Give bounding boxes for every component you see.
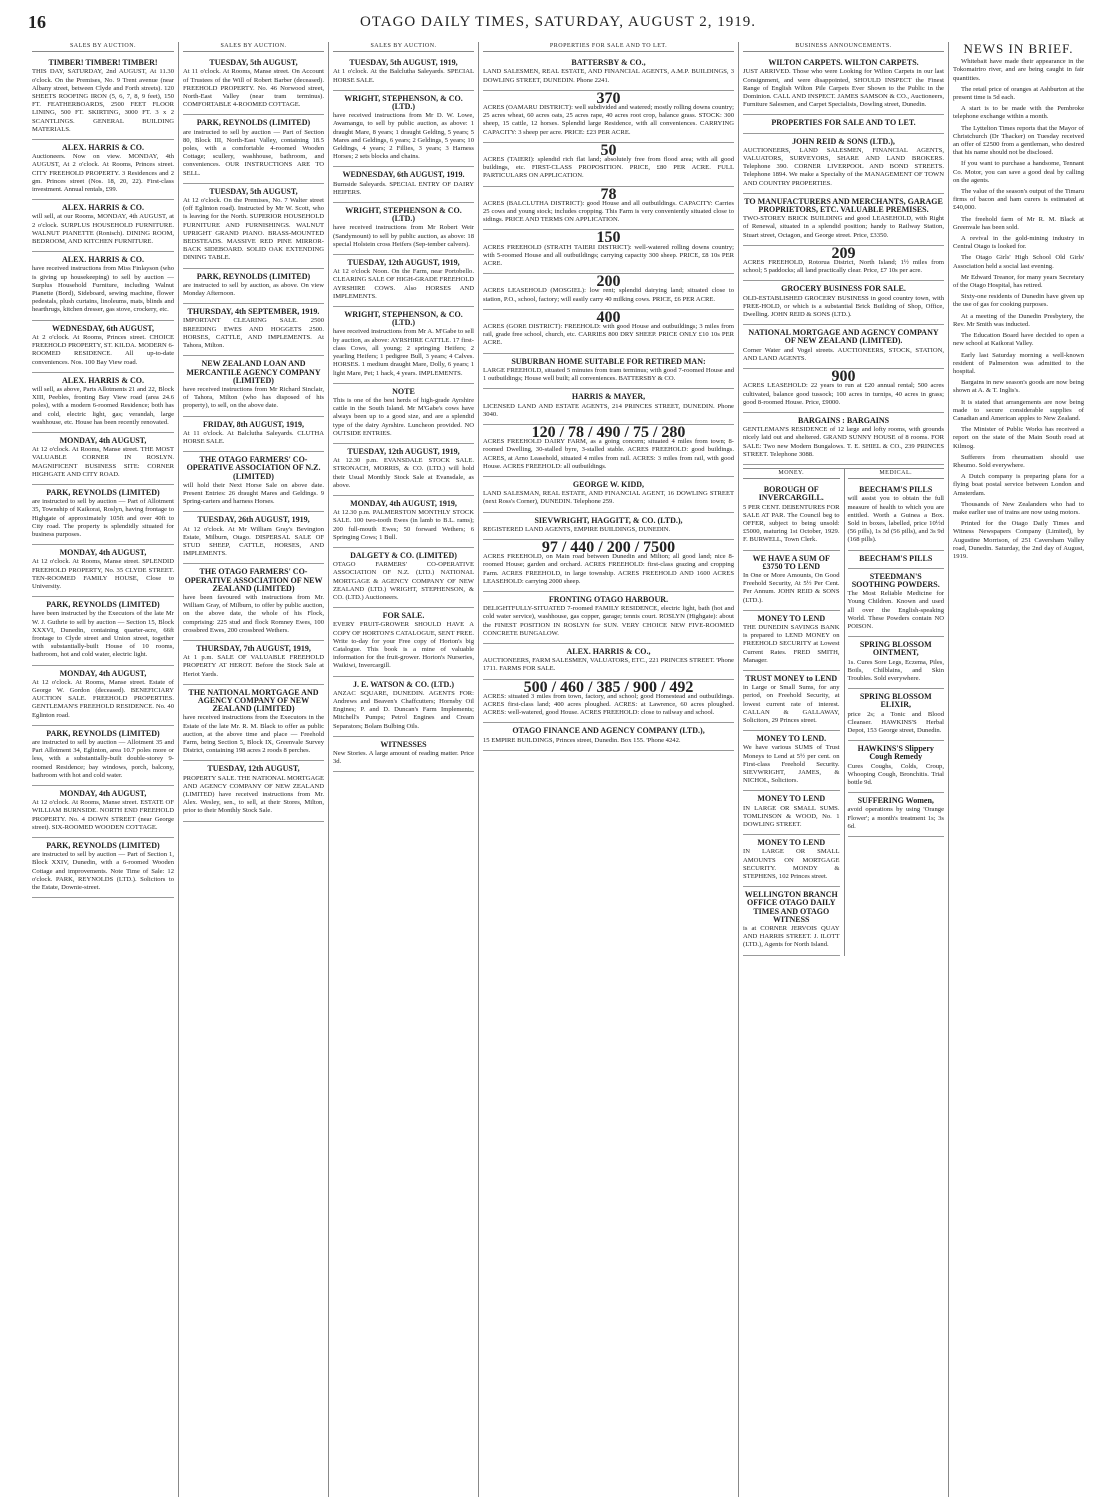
ad-body: IN LARGE OR SMALL SUMS. TOMLINSON & WOOD, No. 1 DOWLING STREET. bbox=[743, 804, 840, 829]
column-business bbox=[738, 42, 948, 1497]
ad-body: 1s. Cures Sore Legs, Eczema, Piles, Boils, Chilblains, and Skin Troubles. Sold everywhere. bbox=[847, 658, 944, 682]
advertisement bbox=[743, 115, 944, 133]
ad-body: will hold their Next Horse Sale on above date. Present Entries: 26 draught Mares and Geldings. 9 Spring-carters and harness Horses. bbox=[183, 481, 324, 506]
ad-headline: FOR SALE. bbox=[382, 611, 425, 621]
ad-body: REGISTERED LAND AGENTS, EMPIRE BUILDINGS, DUNEDIN. bbox=[483, 525, 671, 533]
ad-headline: ALEX. HARRIS & CO. bbox=[61, 375, 144, 385]
ad-headline: SPRING BLOSSOM OINTMENT, bbox=[859, 640, 932, 658]
ad-body: ACRES LEASEHOLD: 22 years to run at £20 annual rental; 500 acres cultivated, balance good tussock; 100 acres in turnips, 40 acres in grass; good 8-roomed House. Price, £9000. bbox=[743, 382, 944, 406]
advertisement bbox=[32, 666, 174, 726]
ad-headline: 209 bbox=[831, 244, 856, 262]
ad-headline: 200 bbox=[596, 273, 621, 291]
ad-body: At 1 o'clock. At the Balclutha Saleyards. SPECIAL HORSE SALE. bbox=[333, 68, 474, 84]
advertisement bbox=[848, 793, 945, 837]
ad-body: ACRES FREEHOLD, Rotorua District, North Island; 1½ miles from school; 5 paddocks; all land practically clear. Price, £7 10s per acre. bbox=[743, 259, 944, 275]
advertisement bbox=[32, 321, 174, 373]
ad-headline: PARK, REYNOLDS (LIMITED) bbox=[46, 841, 160, 851]
advertisement bbox=[743, 887, 840, 955]
ad-body: ACRES: situated 3 miles from town, factory, and school; good Homestead and outbuildings. ACRES first-class land; 400 acres ploughed. ACRES: at Lawrence, 60 acres ploughed. ACRES: well-watered, good House. ACRES FREEHOLD: close to railway and school. bbox=[483, 692, 734, 717]
ad-headline: 97 / 440 / 200 / 7500 bbox=[541, 538, 676, 556]
news-paragraph: Thousands of New Zealanders who had to make earlier use of trains are now using motors. bbox=[953, 500, 1084, 516]
advertisement bbox=[183, 452, 324, 512]
ad-headline: 78 bbox=[600, 185, 617, 203]
advertisement bbox=[743, 791, 840, 835]
advertisement bbox=[483, 310, 734, 354]
page-title: OTAGO DAILY TIMES, SATURDAY, AUGUST 2, 1919. bbox=[359, 14, 757, 30]
advertisement bbox=[483, 425, 734, 477]
advertisement bbox=[743, 55, 944, 115]
ad-body: is at CORNER JERVOIS QUAY AND HARRIS STREET. J. ILOTT (LTD.), Agents for North Island. bbox=[743, 925, 840, 949]
ad-headline: MONEY TO LEND bbox=[757, 794, 826, 804]
advertisement bbox=[483, 540, 734, 592]
advertisement bbox=[333, 55, 474, 91]
ad-body: ACRES (TAIERI): splendid rich flat land; absolutely free from flood area; with all good buildings, etc. FIRST-CLASS PROPOSITION. PRICE, £80 PER ACRE. FULL PARTICULARS ON APPLICATION. bbox=[483, 156, 734, 180]
advertisement bbox=[848, 689, 945, 741]
ad-headline: BEECHAM'S PILLS bbox=[859, 485, 933, 495]
ad-body: THE DUNEDIN SAVINGS BANK is prepared to LEND MONEY on FREEHOLD SECURITY at Lowest Current Rates. FRED SMITH, Manager. bbox=[743, 623, 840, 664]
ad-headline: PARK, REYNOLDS (LIMITED) bbox=[196, 118, 311, 128]
ad-body: have been instructed by the Executors of the late Mr W. J. Guthrie to sell by auction — Section 15, Block XXXVI, Dunedin, containing quarter-acre, 66ft frontage to Clyde street and Union street, together with substantially-built House of 10 rooms, bathroom, hot and cold water, electric light. bbox=[32, 610, 174, 659]
ad-headline: WRIGHT, STEPHENSON, & CO. (LTD.) bbox=[344, 93, 463, 112]
ad-body: have received instructions from Mr A. M'Gabe to sell by auction, as above: AYRSHIRE CATTLE. 17 first-class Cows, all young; 2 springing Heifers; 2 yearling Heifers; 1 pedigree Bull, 3 years; 4 Calves. HORSES. 1 medium draught Mare, Dolly, 6 years; 1 light Mare, Pet; 1 hack, 4 years. IMPLEMENTS. bbox=[333, 328, 474, 377]
ad-body: This is one of the best herds of high-grade Ayrshire cattle in the South Island. Mr M'Gabe's cows have always been up to a good size, and are a splendid type of the dairy Ayrshire. Luncheon provided. NO OUTSIDE ENTRIES. bbox=[333, 396, 474, 437]
news-paragraph: It is stated that arrangements are now being made to secure considerable supplies of Canadian and American apples to New Zealand. bbox=[953, 398, 1084, 422]
ad-body: THIS DAY, SATURDAY, 2nd AUGUST, At 11.30 o'clock. On the Premises, No. 9 Trent avenue (near Albany street, between Clyde and Forth streets). 120 SHEETS ROOFING IRON (5, 6, 7, 8, 9 feet), 150 FT. FEATHERBOARDS, 2500 FEET FLOOR LINING, 500 FT. SKIRTING, 3000 FT. 3 x 2 SCANTLINGS. GENERAL BUILDING MATERIALS. bbox=[32, 68, 174, 133]
advertisement bbox=[483, 143, 734, 187]
ad-headline: WEDNESDAY, 6th AUGUST, bbox=[52, 323, 154, 333]
ad-headline: TRUST MONEY to LEND bbox=[745, 673, 838, 683]
ad-headline: WRIGHT, STEPHENSON & CO. (LTD.) bbox=[345, 206, 462, 224]
advertisement bbox=[32, 373, 174, 433]
ad-headline: TIMBER! TIMBER! TIMBER! bbox=[48, 58, 158, 68]
ad-body: have received instructions from Mr D. W. Lowe, Awamangu, to sell by public auction, as above: 1 draught Mare, 8 years; 1 draught Gelding, 5 years; 5 Mares and Geldings, 6 years; 2 Geldings, 5 years; 10 Geldings, 4 years; 2 Fillies, 3 years; 3 Harness Horses; 2 sets blocks and chains. bbox=[333, 112, 474, 161]
news-heading: NEWS IN BRIEF. bbox=[963, 42, 1074, 56]
advertisement bbox=[333, 384, 474, 444]
ad-body: have received instructions from the Executors in the Estate of the late Mr. R. M. Black to offer as public auction, at the above time and place — Freehold Farm, being Section 5, Block IX, Greenvale Survey District, containing 198 acres 2 roods 8 perches. bbox=[183, 714, 324, 755]
advertisement bbox=[333, 444, 474, 496]
advertisement bbox=[743, 194, 944, 246]
ad-body: ACRES FREEHOLD, on Main road between Dunedin and Milton; all good land; nice 8-roomed House; garden and orchard. ACRES FREEHOLD: first-class grazing and cropping Farm. ACRES FREEHOLD, in large township. ACRES FREEHOLD AND 1600 ACRES LEASEHOLD: carrying 2000 sheep. bbox=[483, 553, 734, 585]
ad-body: AUCTIONEERS, FARM SALESMEN, VALUATORS, ETC., 221 PRINCES STREET. 'Phone 1711. FARMS FOR SALE. bbox=[483, 657, 734, 673]
ad-body: ACRES (GORE DISTRICT): FREEHOLD: with good House and outbuildings; 3 miles from rail, grade free school, church, etc. CARRIES 800 DRY SHEEP. PRICE ONLY £10 10s PER ACRE. bbox=[483, 323, 734, 347]
ad-body: The Most Reliable Medicine for Young Children. Known and used all over the English-speaking World. These Powders contain NO POISON. bbox=[847, 590, 944, 630]
advertisement bbox=[32, 433, 174, 485]
ad-headline: DALGETY & CO. (LIMITED) bbox=[350, 550, 457, 560]
ad-headline: FRIDAY, 8th AUGUST, 1919, bbox=[202, 419, 305, 429]
advertisement bbox=[183, 115, 324, 183]
ad-headline: 900 bbox=[831, 368, 856, 386]
advertisement bbox=[848, 637, 945, 689]
ad-headline: THE OTAGO FARMERS' CO-OPERATIVE ASSOCIATION OF NEW ZEALAND (LIMITED) bbox=[184, 567, 323, 593]
advertisement bbox=[483, 187, 734, 231]
ad-headline: TUESDAY, 5th AUGUST, 1919, bbox=[349, 58, 458, 68]
ad-body: At 12 o'clock. At Mr William Gray's Bevington Estate, Milburn, Otago. DISPERSAL SALE OF STUD SHEEP, CATTLE, HORSES, AND IMPLEMENTS. bbox=[183, 525, 324, 558]
ad-headline: PARK, REYNOLDS (LIMITED) bbox=[46, 487, 160, 497]
ad-body: IN LARGE OR SMALL AMOUNTS ON MORTGAGE SECURITY. MONDY & STEPHENS, 102 Princes street. bbox=[743, 848, 840, 881]
column-heading: PROPERTIES FOR SALE AND TO LET. bbox=[483, 42, 734, 52]
ad-body: At 12.30 p.m. EVANSDALE STOCK SALE. STRONACH, MORRIS, & CO. (LTD.) will hold their Usual Monthly Stock Sale at Evansdale, as above. bbox=[333, 457, 474, 489]
news-paragraph: The value of the season's output of the Timaru firms of bacon and ham curers is estimated at £40,000. bbox=[953, 188, 1084, 212]
ad-headline: WITNESSES bbox=[380, 739, 427, 749]
ad-headline: ALEX. HARRIS & CO. bbox=[61, 255, 144, 265]
column-heading: SALES BY AUCTION. bbox=[333, 42, 474, 52]
news-paragraph: A start is to be made with the Pembroke telephone exchange within a month. bbox=[953, 105, 1084, 121]
column-auctions-3 bbox=[328, 42, 478, 1497]
ad-headline: TUESDAY, 5th AUGUST, bbox=[209, 58, 298, 68]
ad-body: At 12 o'clock. At Rooms, Manse street. SPLENDID FREEHOLD PROPERTY, No. 35 CLYDE STREET. TEN-ROOMED FAMILY HOUSE, Close to University. bbox=[32, 558, 174, 590]
advertisement bbox=[483, 592, 734, 644]
money-heading: MONEY. bbox=[743, 469, 840, 479]
advertisement bbox=[333, 255, 474, 307]
advertisement bbox=[32, 545, 174, 597]
columns bbox=[28, 42, 1088, 1497]
ad-headline: MONDAY, 4th AUGUST, bbox=[59, 668, 147, 678]
advertisement bbox=[32, 726, 174, 786]
advertisement bbox=[483, 477, 734, 513]
ad-body: GENTLEMAN'S RESIDENCE of 12 large and lofty rooms, with grounds nicely laid out and sheltered. GRAND SUNNY HOUSE of 8 rooms. FOR SALE: Two new Modern Bungalows. T. E. SHIEL & CO., 239 PRINCES STREET. Telephone 3088. bbox=[743, 426, 944, 458]
ad-headline: ALEX. HARRIS & CO. bbox=[61, 203, 144, 213]
ad-headline: THURSDAY, 7th AUGUST, 1919, bbox=[196, 643, 311, 653]
ad-body: Burnside Saleyards. SPECIAL ENTRY OF DAIRY HEIFERS. bbox=[333, 180, 474, 196]
news-paragraph: The Minister of Public Works has received a report on the state of the Main South road at Kilmog. bbox=[953, 426, 1084, 450]
ad-headline: PROPERTIES FOR SALE AND TO LET. bbox=[771, 118, 916, 128]
advertisement bbox=[32, 786, 174, 838]
advertisement bbox=[32, 55, 174, 140]
advertisement bbox=[483, 644, 734, 680]
advertisement bbox=[333, 167, 474, 203]
business-section bbox=[743, 42, 944, 465]
ad-body: have been favoured with instructions from Mr. William Gray, of Milburn, to offer by public auction, on the above date, the whole of his Flock, comprising: 225 stud and flock Romney Ewes, 100 crossbred Ewes, 200 crossbred Wethers. bbox=[183, 593, 324, 634]
ad-headline: MONEY TO LEND bbox=[757, 838, 826, 848]
ad-headline: WE HAVE A SUM OF £3750 TO LEND bbox=[752, 553, 830, 571]
advertisement bbox=[333, 677, 474, 737]
ad-body: IMPORTANT CLEARING SALE. 2500 BREEDING EWES AND HOGGETS 2500. HORSES, CATTLE, AND IMPLEMENTS. At Tahora, Milton. bbox=[183, 317, 324, 350]
ad-body: OLD-ESTABLISHED GROCERY BUSINESS in good country town, with FREE-HOLD, or which is a substantial Brick Building of Shop, Office, Dwelling. JOHN REID & SONS (LTD.). bbox=[743, 294, 944, 319]
advertisement bbox=[848, 551, 945, 569]
advertisement bbox=[183, 356, 324, 416]
ad-headline: MONEY TO LEND bbox=[757, 613, 826, 623]
ad-headline: FRONTING OTAGO HARBOUR. bbox=[548, 594, 669, 604]
ad-headline: J. E. WATSON & CO. (LTD.) bbox=[353, 679, 454, 689]
advertisement bbox=[333, 307, 474, 384]
ad-headline: MONDAY, 4th AUGUST, bbox=[59, 789, 147, 799]
ad-body: At 12 o'clock. At Rooms, Manse street. THE MOST VALUABLE CORNER IN ROSLYN. MAGNIFICENT BUSINESS SITE: CORNER HIGHGATE AND CITY ROAD. bbox=[32, 446, 174, 478]
ad-headline: MONDAY, 4th AUGUST, bbox=[59, 548, 147, 558]
ad-headline: THE NATIONAL MORTGAGE AND AGENCY COMPANY OF NEW ZEALAND (LIMITED) bbox=[188, 687, 319, 714]
advertisement bbox=[333, 496, 474, 548]
advertisement bbox=[743, 482, 840, 550]
advertisement bbox=[743, 671, 840, 731]
news-paragraph: The Education Board have decided to open a new school at Kaikorai Valley. bbox=[953, 332, 1084, 348]
column-auctions-1 bbox=[28, 42, 178, 1497]
ad-body: Auctioneers. Now on view. MONDAY, 4th AUGUST, At 2 o'clock. At Rooms, Princes street. CITY FREEHOLD PROPERTY. 3 Residences and 2 gm. Princes street (Nos. 18, 20, 22). First-class investment. Annual rentals, £99. bbox=[32, 153, 174, 194]
ad-body: DELIGHTFULLY-SITUATED 7-roomed FAMILY RESIDENCE, electric light, bath (hot and cold water service), washhouse, gas copper, garage; tennis court. ROSLYN (Highgate): about the FINEST POSITION IN ROSLYN for SUN. VERY CHOICE NEW FIVE-ROOMED CONCRETE BUNGALOW. bbox=[483, 605, 734, 637]
ad-headline: TUESDAY, 12th AUGUST, 1919, bbox=[347, 258, 460, 268]
ad-body: LARGE FREEHOLD, situated 5 minutes from tram terminus; with good 7-roomed House and 1 outbuildings; House well built; all conveniences. BATTERSBY & CO. bbox=[483, 366, 734, 383]
ad-headline: GROCERY BUSINESS FOR SALE. bbox=[781, 284, 906, 294]
news-paragraph: A Dutch company is preparing plans for a flying boat postal service between London and Amsterdam. bbox=[953, 473, 1084, 497]
advertisement bbox=[183, 184, 324, 269]
column-heading: BUSINESS ANNOUNCEMENTS. bbox=[743, 42, 944, 52]
ad-headline: OTAGO FINANCE AND AGENCY COMPANY (LTD.), bbox=[512, 726, 705, 736]
ad-body: will sell, at our Rooms, MONDAY, 4th AUGUST, at 2 o'clock. SURPLUS HOUSEHOLD FURNITURE. WALNUT PIANETTE (Ronisch). DINING ROOM, BEDROOM, AND KITCHEN FURNITURE. bbox=[32, 213, 174, 246]
ad-headline: WELLINGTON BRANCH OFFICE OTAGO DAILY TIMES AND OTAGO WITNESS bbox=[744, 890, 838, 924]
ad-body: are instructed to sell by auction — Part of Allotment 35, Township of Kaikorai, Roslyn, having frontage to Highgate of approximately 105ft and over 40ft to City road. The property is splendidly situated for business purposes. bbox=[32, 498, 174, 538]
advertisement bbox=[743, 413, 944, 465]
ad-headline: THURSDAY, 4th SEPTEMBER, 1919. bbox=[187, 307, 320, 317]
ad-body: are instructed to sell by auction, as above. On view Monday Afternoon. bbox=[183, 281, 324, 298]
money-medical-split bbox=[743, 468, 944, 956]
ad-headline: NEW ZEALAND LOAN AND MERCANTILE AGENCY COMPANY (LIMITED) bbox=[186, 359, 321, 385]
ad-body: in Large or Small Sums, for any period, on Freehold Security, at lowest current rate of interest. CALLAN & GALLAWAY, Solicitors, 29 Princes street. bbox=[743, 684, 840, 724]
ad-headline: ALEX. HARRIS & CO., bbox=[566, 646, 651, 656]
advertisement bbox=[743, 325, 944, 369]
advertisement bbox=[32, 140, 174, 200]
ad-headline: HARRIS & MAYER, bbox=[571, 392, 646, 402]
ad-body: AUCTIONEERS, LAND SALESMEN, FINANCIAL AGENTS, VALUATORS, SURVEYORS, SHARE AND LAND BROKERS. Telephone 390. CORNER LIVERPOOL AND BOND STREETS. Telephone 1894. We make a Specialty of the MANAGEMENT OF TOWN AND COUNTRY PROPERTIES. bbox=[743, 146, 944, 187]
ad-body: avoid operations by using 'Orange Flower'; a month's treatment 1s; 3s 6d. bbox=[847, 806, 944, 830]
advertisement bbox=[483, 389, 734, 425]
ad-body: At 2 o'clock. At Rooms, Princes street. CHOICE FREEHOLD PROPERTY, ST. KILDA. MODERN 6-ROOMED RESIDENCE. All up-to-date conveniences. Nos. 100 Bay View road. bbox=[32, 333, 174, 366]
news-paragraph: A revival in the gold-mining industry in Central Otago is looked for. bbox=[953, 235, 1084, 251]
ad-body: ACRES (BALCLUTHA DISTRICT): good House and all outbuildings. CAPACITY: Carries 25 cows and young stock; includes cropping. This Farm is very conveniently situated close to sidings. PRICE AND TERMS ON APPLICATION. bbox=[483, 199, 734, 224]
ad-headline: GEORGE W. KIDD, bbox=[572, 479, 645, 489]
ad-headline: BOROUGH OF INVERCARGILL. bbox=[758, 485, 824, 503]
news-paragraph: The Otago Girls' High School Old Girls' Association held a social last evening. bbox=[953, 254, 1084, 270]
ad-headline: SPRING BLOSSOM ELIXIR, bbox=[859, 692, 932, 710]
news-paragraph: The Lyttelton Times reports that the Mayor of Christchurch (Dr Thacker) on Tuesday received an offer of £2500 from a gentleman, who desired that his name should not be disclosed. bbox=[953, 124, 1084, 157]
ad-body: have received instructions from Miss Finlayson (who is giving up housekeeping) to sell by auction — Surplus Household Furniture, including Walnut Pianette (Bord), Sideboard, sewing machine, flower pedestals, plush curtains, linoleums, mats, blinds and hearthrugs, kitchen dresser, gas stove, crockery, etc. bbox=[32, 265, 174, 314]
ad-body: OTAGO FARMERS' CO-OPERATIVE ASSOCIATION OF N.Z. (LTD.) NATIONAL MORTGAGE & AGENCY COMPANY OF NEW ZEALAND (LTD.) WRIGHT, STEPHENSON, & CO. (LTD.) Auctioneers. bbox=[333, 561, 474, 601]
ad-body: price 2s; a Tonic and Blood Cleanser. HAWKINS'S Herbal Depot, 153 George street, Dunedin. bbox=[847, 710, 944, 734]
ad-body: PROPERTY SALE. THE NATIONAL MORTGAGE AND AGENCY COMPANY OF NEW ZEALAND (LIMITED) have received instructions from Mr. Alex. Wesley, sen., to sell, at their Stores, Milton, prior to their Monthly Stock Sale. bbox=[183, 774, 324, 815]
ad-body: At 1 p.m. SALE OF VALUABLE FREEHOLD PROPERTY AT HEROT. Before the Stock Sale at Heriot Yards. bbox=[183, 654, 324, 678]
ad-body: We have various SUMS of Trust Moneys to Lend at 5½ per cent. on First-class Freehold Security. SIEVWRIGHT, JAMES, & NICHOL, Solicitors. bbox=[743, 744, 840, 785]
newspaper-page bbox=[28, 10, 1088, 1500]
ad-body: LAND SALESMAN, REAL ESTATE, AND FINANCIAL AGENT, 16 DOWLING STREET (next Ross's Corner), DUNEDIN. Telephone 259. bbox=[483, 490, 734, 506]
advertisement bbox=[333, 608, 474, 676]
ad-headline: TO MANUFACTURERS AND MERCHANTS, GARAGE PROPRIETORS, ETC. VALUABLE PREMISES. bbox=[744, 196, 943, 215]
ad-body: 15 EMPIRE BUILDINGS, Princes street, Dunedin. Box 155. 'Phone 4242. bbox=[483, 736, 681, 744]
advertisement bbox=[743, 281, 944, 325]
advertisement bbox=[483, 274, 734, 310]
advertisement bbox=[743, 731, 840, 791]
ad-headline: BARGAINS : BARGAINS bbox=[797, 415, 890, 425]
advertisement bbox=[32, 485, 174, 545]
advertisement bbox=[333, 91, 474, 168]
ad-headline: MONDAY, 4th AUGUST, 1919, bbox=[350, 498, 457, 508]
advertisement bbox=[183, 304, 324, 356]
ad-body: will sell, as above, Parts Allotments 21 and 22, Block XIII, Peebles, fronting Bay View road (area 24.6 poles), with a modern 6-roomed Residence; both has and cold, electric light, gas; verandah, large washhouse, etc. House has been recently renovated. bbox=[32, 385, 174, 426]
ad-headline: WILTON CARPETS. WILTON CARPETS. bbox=[768, 58, 919, 68]
ad-headline: 500 / 460 / 385 / 900 / 492 bbox=[523, 678, 694, 696]
news-paragraph: Sufferers from rheumatism should use Rheumo. Sold everywhere. bbox=[953, 453, 1084, 469]
ad-body: ACRES FREEHOLD (STRATH TAIERI DISTRICT): well-watered rolling downs country; with 5-roomed House and all outbuildings; carrying capacity 300 sheep. PRICE, £8 10s PER ACRE. bbox=[483, 243, 734, 268]
ad-headline: THE OTAGO FARMERS' CO-OPERATIVE ASSOCIATION OF N.Z. (LIMITED) bbox=[186, 455, 321, 481]
ad-headline: JOHN REID & SONS (LTD.), bbox=[792, 136, 895, 146]
ad-headline: 120 / 78 / 490 / 75 / 280 bbox=[531, 423, 686, 441]
medical-heading: MEDICAL. bbox=[848, 469, 945, 479]
ad-headline: HAWKINS'S Slippery Cough Remedy bbox=[857, 744, 934, 762]
ad-body: 5 PER CENT. DEBENTURES FOR SALE AT PAR. The Council beg to OFFER, subject to being unsold: £5000, maturing 1st October, 1929. F. BURWELL, Town Clerk. bbox=[743, 503, 840, 544]
ad-headline: SIEVWRIGHT, HAGGITT, & CO. (LTD.), bbox=[534, 515, 683, 525]
advertisement bbox=[483, 723, 734, 750]
advertisement bbox=[483, 513, 734, 540]
ad-headline: TUESDAY, 26th AUGUST, 1919, bbox=[197, 515, 310, 525]
advertisement bbox=[183, 512, 324, 564]
advertisement bbox=[183, 269, 324, 305]
news-paragraph: Sixty-one residents of Dunedin have given up the use of gas for cooking purposes. bbox=[953, 293, 1084, 309]
ad-body: At 12 o'clock Noon. On the Farm, near Portobello. CLEARING SALE OF HIGH-GRADE FREEHOLD AYRSHIRE COWS. Also HORSES AND IMPLEMENTS. bbox=[333, 268, 474, 300]
ad-body: are instructed to sell by auction — Part of Section 1, Block XXIV, Dunedin, with a 6-roomed Wooden Cottage and improvements. Note Time of Sale: 12 o'clock. PARK, REYNOLDS (LTD.). Solicitors to the Estate, Downie-street. bbox=[32, 851, 174, 892]
advertisement bbox=[743, 551, 840, 611]
ad-headline: 50 bbox=[600, 141, 617, 159]
advertisement bbox=[483, 680, 734, 724]
ad-headline: TUESDAY, 12th AUGUST, 1919, bbox=[347, 446, 460, 456]
advertisement bbox=[848, 569, 945, 637]
ad-body: are instructed to sell by auction — Part of Section 80, Block III, North-East Valley, containing 18.5 poles, with a comfortable 4-roomed Wooden Cottage; scullery, washhouse, bathroom, and conveniences. OUR INSTRUCTIONS ARE TO SELL. bbox=[183, 128, 324, 177]
masthead bbox=[28, 10, 1088, 40]
column-properties bbox=[478, 42, 738, 1497]
advertisement bbox=[183, 685, 324, 762]
ad-body: ACRES FREEHOLD DAIRY FARM, as a going concern; situated 4 miles from town; 8-roomed Dwelling, 30-stalled byre, 3-stalled stable. ACRES FREEHOLD: good buildings. ACRES, at Arno Leasehold, situated 4 miles from rail. ACRES: 3 miles from rail, with good House. ACRES FREEHOLD: all outbuildings. bbox=[483, 438, 734, 470]
advertisement bbox=[743, 369, 944, 413]
ad-headline: SUBURBAN HOME SUITABLE FOR RETIRED MAN: bbox=[511, 356, 706, 366]
advertisement bbox=[183, 564, 324, 641]
ad-headline: STEEDMAN'S SOOTHING POWDERS. bbox=[851, 571, 940, 589]
news-paragraph: Bargains in new season's goods are now being shown at A. & T. Inglis's. bbox=[953, 379, 1084, 395]
advertisement bbox=[32, 597, 174, 665]
ad-headline: NOTE bbox=[392, 386, 415, 396]
advertisement bbox=[483, 55, 734, 91]
advertisement bbox=[333, 548, 474, 608]
ad-body: At 12.30 p.m. PALMERSTON MONTHLY STOCK SALE. 100 two-tooth Ewes (in lamb to B.L. rams); 200 full-mouth Ewes; 50 forward Wethers; 6 Springing Cows; 1 Bull. bbox=[333, 509, 474, 541]
advertisement bbox=[333, 203, 474, 255]
column-news-in-brief bbox=[948, 42, 1088, 1497]
ad-headline: SUFFERING Women, bbox=[857, 796, 934, 806]
ad-body: have received instructions from Mr Richard Sinclair, of Tahora, Milton (who has disposed of his property), to sell, on the above date. bbox=[183, 385, 324, 410]
ad-body: JUST ARRIVED. Those who were Looking for Wilton Carpets in our last Consignment, and were disappointed, SHOULD INSPECT the Finest Range of English Wilton Pile Carpets Ever Shown to the Public in the Dominion. CALL AND INSPECT. JAMES SAMSON & CO., Auctioneers, Furniture Salesmen, and Carpet Specialists, Dowling street, Dunedin. bbox=[743, 68, 944, 109]
advertisement bbox=[483, 230, 734, 274]
advertisement bbox=[32, 252, 174, 320]
news-paragraph: The freehold farm of Mr R. M. Black at Greenvale has been sold. bbox=[953, 215, 1084, 231]
advertisement bbox=[743, 611, 840, 671]
advertisement bbox=[483, 354, 734, 390]
ad-headline: 370 bbox=[596, 89, 621, 107]
news-body bbox=[953, 58, 1084, 561]
advertisement bbox=[32, 200, 174, 252]
ad-body: In One or More Amounts, On Good Freehold Security, At 5½ Per Cent. Per Annum. JOHN REID & SONS (LTD.). bbox=[743, 571, 840, 604]
ad-body: LICENSED LAND AND ESTATE AGENTS, 214 PRINCES STREET, DUNEDIN. Phone 3040. bbox=[483, 402, 734, 418]
ad-headline: 150 bbox=[596, 229, 621, 247]
ad-headline: PARK, REYNOLDS (LIMITED) bbox=[46, 600, 160, 610]
ad-body: ANZAC SQUARE, DUNEDIN. AGENTS FOR: Andrews and Beaven's Chaffcutters; Hornsby Oil Engines; P. and D. Duncan's Farm Implements; Mitchell's Pumps; Petrol Engines and Cream Separators; Bolam Bulbing Oils. bbox=[333, 689, 474, 730]
ad-body: Corner Water and Vogel streets. AUCTIONEERS, STOCK, STATION, AND LAND AGENTS. bbox=[743, 346, 944, 362]
ad-headline: PARK, REYNOLDS (LIMITED) bbox=[46, 728, 160, 738]
ad-headline: MONDAY, 4th AUGUST, bbox=[59, 435, 147, 445]
ad-body: ACRES (OAMARU DISTRICT): well subdivided and watered; mostly rolling downs country; 25 acres wheat, 60 acres oats, 25 acres rape, 40 acres root crop, balance grass. STOCK: 300 sheep, 15 cattle, 12 horses. Splendid large Residence, with all conveniences. CARRYING CAPACITY: 3 sheep per acre. PRICE: £23 PER ACRE. bbox=[483, 104, 734, 136]
advertisement bbox=[183, 641, 324, 685]
news-paragraph: Mr Edward Treanor, for many years Secretary of the Otago Hospital, has retired. bbox=[953, 273, 1084, 290]
ad-headline: BEECHAM'S PILLS bbox=[859, 553, 933, 563]
ad-headline: MONEY TO LEND. bbox=[756, 734, 827, 744]
column-heading: SALES BY AUCTION. bbox=[32, 42, 174, 52]
ad-headline: TUESDAY, 5th AUGUST, bbox=[209, 186, 298, 196]
ad-body: LAND SALESMEN, REAL ESTATE, AND FINANCIAL AGENTS, A.M.P. BUILDINGS, 3 DOWLING STREET, DUNEDIN. Phone 2241. bbox=[483, 68, 734, 84]
money-section bbox=[743, 469, 840, 956]
ad-headline: WEDNESDAY, 6th AUGUST, 1919. bbox=[342, 170, 465, 180]
advertisement bbox=[743, 134, 944, 194]
advertisement bbox=[743, 246, 944, 282]
ad-body: are instructed to sell by auction — Allotment 35 and Part Allotment 34, Eglinton, area 10.7 poles more or less, with a substantially-built double-storey 9-roomed Residence; bay windows, porch, balcony, bathroom with hot and cold water. bbox=[32, 739, 174, 779]
advertisement bbox=[848, 741, 945, 793]
ad-headline: ALEX. HARRIS & CO. bbox=[61, 143, 144, 153]
ad-headline: WRIGHT, STEPHENSON, & CO. (LTD.) bbox=[344, 310, 463, 328]
news-paragraph: Early last Saturday morning a well-known resident of Palmerston was admitted to the hospital. bbox=[953, 351, 1084, 375]
advertisement bbox=[483, 91, 734, 143]
advertisement bbox=[183, 55, 324, 115]
ad-body: TWO-STOREY BRICK BUILDING and good LEASEHOLD, with Right of Renewal, situated in a splendid position; handy to Railway Station, Stuart street, Octagon, and George street. Price, £3350. bbox=[743, 215, 944, 239]
ad-body: At 12 o'clock. At Rooms, Manse street. ESTATE OF WILLIAM BURNSIDE. NORTH END FREEHOLD PROPERTY. No. 4 DOWN STREET (near George street). SIX-ROOMED WOODEN COTTAGE. bbox=[32, 799, 174, 831]
advertisement bbox=[183, 417, 324, 453]
ad-body: New Stories. A large amount of reading matter. Price 3d. bbox=[333, 750, 474, 766]
ad-body: ACRES LEASEHOLD (MOSGIEL): low rent; splendid dairying land; situated close to station, P.O., school, factory; will easily carry 40 milking cows. PRICE, £6 PER ACRE. bbox=[483, 287, 734, 303]
ad-body: At 12 o'clock. At Rooms, Manse street. Estate of George W. Gordon (deceased). BENEFICIARY AUCTION SALE. FREEHOLD PROPERTIES. GENTLEMAN'S FREEHOLD RESIDENCE. No. 40 Eglinton road. bbox=[32, 678, 174, 719]
page-number: 16 bbox=[28, 12, 46, 32]
ad-body: At 11 o'clock. At Balclutha Saleyards. CLUTHA HORSE SALE. bbox=[183, 429, 324, 445]
column-heading: SALES BY AUCTION. bbox=[183, 42, 324, 52]
news-paragraph: If you want to purchase a handsome, Tennant Co. Motor, you can save a good deal by calling on the agents. bbox=[953, 160, 1084, 184]
news-paragraph: At a meeting of the Dunedin Presbytery, the Rev. Mr Smith was inducted. bbox=[953, 312, 1084, 328]
ad-headline: BATTERSBY & CO., bbox=[571, 58, 646, 68]
advertisement bbox=[32, 838, 174, 898]
advertisement bbox=[183, 761, 324, 821]
medical-section bbox=[844, 469, 945, 956]
advertisement bbox=[333, 737, 474, 773]
ad-body: EVERY FRUIT-GROWER SHOULD HAVE A COPY OF HORTON'S CATALOGUE, SENT FREE. Write to-day for your Free copy of Horton's big Catalogue. This book is a mine of valuable information for the fruit-grower. Horton's Nurseries, Waikiwi, Invercargill. bbox=[333, 621, 474, 670]
ad-body: At 12 o'clock. On the Premises, No. 7 Walter street (off Eglinton road). Instructed by Mr W. Scott, who is leaving for the North. SUPERIOR HOUSEHOLD FURNITURE AND FURNISHINGS. WALNUT UPRIGHT GRAND PIANO. BRASS-MOUNTED BEDSTEADS. MASSIVE RED PINE MIRROR-BACK SIDEBOARD. SOLID OAK EXTENDING DINING TABLE. bbox=[183, 197, 324, 262]
ad-headline: PARK, REYNOLDS (LIMITED) bbox=[196, 271, 311, 281]
ad-headline: TUESDAY, 12th AUGUST, bbox=[207, 764, 300, 774]
news-paragraph: Whitebait have made their appearance in the Tokomairiro river, and are being caught in fair quantities. bbox=[953, 58, 1084, 82]
ad-headline: 400 bbox=[596, 308, 621, 326]
ad-body: have received instructions from Mr Robert Weir (Sandymount) to sell by public auction, as above: 18 special Holstein cross Heifers (Sep-tember calvers). bbox=[333, 224, 474, 248]
ad-body: will assist you to obtain the full measure of health to which you are entitled. Worth a Guinea a Box. Sold in boxes, labelled, price 10½d (56 pills), 1s 3d (56 pills), and 3s 9d (168 pills). bbox=[847, 495, 944, 544]
advertisement bbox=[743, 835, 840, 887]
ad-body: At 11 o'clock. At Rooms, Manse street. On Account of Trustees of the Will of Robert Barber (deceased). FREEHOLD PROPERTY. No. 46 Norwood street, North-East Valley (near tram terminus). COMFORTABLE 4-ROOMED COTTAGE. bbox=[183, 68, 324, 109]
ad-body: Cures Coughs, Colds, Croup, Whooping Cough, Bronchitis. Trial bottle 9d. bbox=[847, 762, 944, 787]
news-paragraph: The retail price of oranges at Ashburton at the present time is 5d each. bbox=[953, 85, 1084, 102]
column-auctions-2 bbox=[178, 42, 328, 1497]
ad-headline: NATIONAL MORTGAGE AND AGENCY COMPANY OF NEW ZEALAND (LIMITED). bbox=[748, 328, 939, 346]
advertisement bbox=[848, 482, 945, 550]
news-paragraph: Printed for the Otago Daily Times and Witness Newspapers Company (Limited), by Augustine Morrison, of 251 Caversham Valley road, Dunedin. Saturday, the 2nd day of August, 1919. bbox=[953, 520, 1084, 560]
